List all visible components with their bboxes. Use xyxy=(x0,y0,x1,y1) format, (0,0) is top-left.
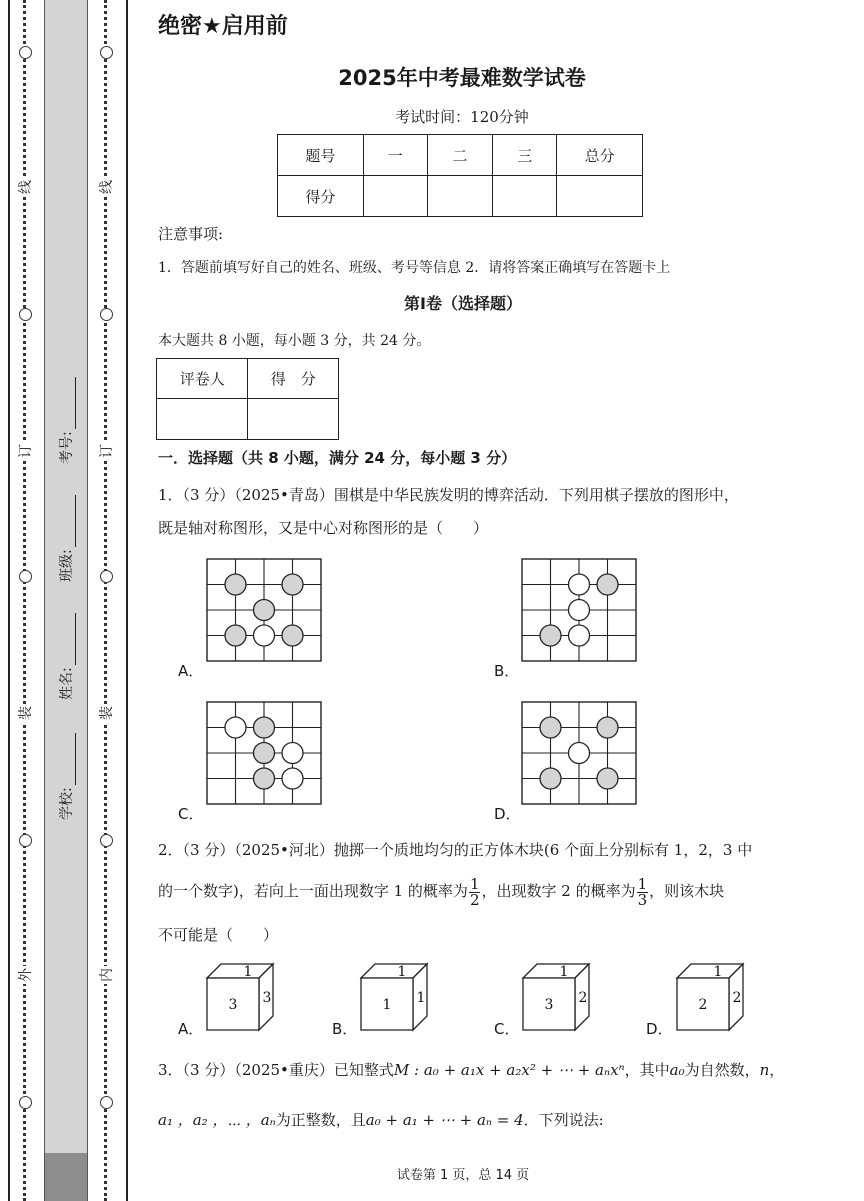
seal-char-inner: 内 xyxy=(99,968,115,982)
q3-stem-line2: a₁ ，a₂ ，⋯ ，aₙ为正整数，且a₀ + a₁ + ⋯ + aₙ = 4．下列说法: xyxy=(158,1111,604,1129)
q3-stem-line1: 3．（3 分）（2025•重庆）已知整式M : a₀ + a₁x + a₂x² + ⋯ + aₙxⁿ，其中a₀为自然数，n， xyxy=(158,1061,785,1079)
seal-char-staple: 装 xyxy=(99,706,115,720)
seal-char-line: 线 xyxy=(18,180,34,194)
white-stone xyxy=(254,625,275,646)
seal-char-staple: 装 xyxy=(18,706,34,720)
q2-option-d-cube[interactable] xyxy=(674,960,754,1034)
score-header-cell: 一 xyxy=(363,135,427,176)
page-left-border xyxy=(8,0,10,1201)
seal-circle xyxy=(100,570,113,583)
cube-top-number: 1 xyxy=(713,964,723,980)
q1-option-a-go-board[interactable] xyxy=(205,557,323,663)
grader-score-cell[interactable] xyxy=(248,399,339,440)
seal-circle xyxy=(19,46,32,59)
q1-option-c-go-board[interactable] xyxy=(205,700,323,806)
cube-side-number: 1 xyxy=(416,990,426,1006)
score-cell[interactable] xyxy=(427,176,493,217)
q1-option-a-label[interactable]: A． xyxy=(178,662,204,680)
q2-text-a: 的一个数字)，若向上一面出现数字 1 的概率为 xyxy=(158,882,468,900)
grader-cell[interactable] xyxy=(157,399,248,440)
q2-text-c: ，则该木块 xyxy=(649,882,725,900)
probability-third: $\frac{1}{3}$ xyxy=(637,874,648,909)
polynomial-expression: M : a₀ + a₁x + a₂x² + ⋯ + aₙxⁿ xyxy=(393,1061,625,1079)
content-left-border xyxy=(126,0,128,1201)
cube-side-number: 2 xyxy=(732,990,742,1006)
q1-option-c-label[interactable]: C． xyxy=(178,805,204,823)
grader-table xyxy=(156,358,339,440)
q1-option-b-label[interactable]: B． xyxy=(494,662,520,680)
page-footer: 试卷第 1 页，总 14 页 xyxy=(396,1168,530,1183)
seal-circle xyxy=(100,46,113,59)
probability-half: $\frac{1}{2}$ xyxy=(469,874,480,909)
exam-title: 2025年中考最难数学试卷 xyxy=(338,66,586,90)
gray-stone xyxy=(282,574,303,595)
q1-option-d-label[interactable]: D． xyxy=(494,805,521,823)
gray-stone xyxy=(254,717,275,738)
seal-char-line: 线 xyxy=(99,180,115,194)
score-row-label: 得分 xyxy=(278,176,364,217)
notes-text: 1．答题前填写好自己的姓名、班级、考号等信息 2．请将答案正确填写在答题卡上 xyxy=(158,260,671,276)
gray-stone xyxy=(282,625,303,646)
q2-option-a-cube[interactable] xyxy=(204,960,284,1034)
inner-seal-column xyxy=(96,0,118,1201)
q1-stem-line1: 1．（3 分）（2025•青岛）围棋是中华民族发明的博弈活动．下列用棋子摆放的图形中， xyxy=(158,486,739,504)
seal-circle xyxy=(100,1096,113,1109)
q2-option-b-label[interactable]: B． xyxy=(332,1020,358,1038)
white-stone xyxy=(569,600,590,621)
q2-option-c-label[interactable]: C． xyxy=(494,1020,520,1038)
score-header: 得 分 xyxy=(248,359,339,399)
q2-stem-line3: 不可能是（ ） xyxy=(158,926,279,944)
gray-stone xyxy=(254,600,275,621)
gray-stone xyxy=(254,743,275,764)
q1-option-d-go-board[interactable] xyxy=(520,700,638,806)
part1-title: 第Ⅰ卷（选择题） xyxy=(404,294,522,313)
q2-stem-line1: 2．（3 分）（2025•河北）抛掷一个质地均匀的正方体木块(6 个面上分别标有 1，2，3 中 xyxy=(158,841,753,859)
score-cell[interactable] xyxy=(363,176,427,217)
white-stone xyxy=(225,717,246,738)
white-stone xyxy=(569,625,590,646)
gray-stone xyxy=(225,574,246,595)
score-table xyxy=(277,134,643,217)
gray-stone xyxy=(225,625,246,646)
seal-circle xyxy=(19,1096,32,1109)
notes-heading: 注意事项: xyxy=(158,225,224,243)
score-header-cell: 题号 xyxy=(278,135,364,176)
seal-circle xyxy=(19,570,32,583)
q2-option-c-cube[interactable] xyxy=(520,960,600,1034)
gray-stone xyxy=(540,625,561,646)
cube-front-number: 3 xyxy=(228,997,238,1013)
cube-front-number: 1 xyxy=(382,997,392,1013)
seal-char-bind: 订 xyxy=(18,444,34,458)
part1-summary: 本大题共 8 小题，每小题 3 分，共 24 分。 xyxy=(158,333,431,349)
cube-front-number: 2 xyxy=(698,997,708,1013)
cube-side-number: 2 xyxy=(578,990,588,1006)
q2-option-d-label[interactable]: D． xyxy=(646,1020,673,1038)
q2-option-b-cube[interactable] xyxy=(358,960,438,1034)
score-cell[interactable] xyxy=(557,176,643,217)
q1-stem-line2: 既是轴对称图形，又是中心对称图形的是（ ） xyxy=(158,519,489,537)
score-header-cell: 总分 xyxy=(557,135,643,176)
grader-header: 评卷人 xyxy=(157,359,248,399)
seal-char-outer: 外 xyxy=(18,968,34,982)
seal-circle xyxy=(100,834,113,847)
cube-top-number: 1 xyxy=(559,964,569,980)
seal-char-bind: 订 xyxy=(99,444,115,458)
score-header-cell: 二 xyxy=(427,135,493,176)
gray-stone xyxy=(254,768,275,789)
q2-text-b: ，出现数字 2 的概率为 xyxy=(481,882,636,900)
cube-side-number: 3 xyxy=(262,990,272,1006)
cube-top-number: 1 xyxy=(243,964,253,980)
cube-top-number: 1 xyxy=(397,964,407,980)
student-info-fields: 学校: 姓名: 班级: 考号: xyxy=(56,330,82,830)
outer-seal-column xyxy=(15,0,37,1201)
white-stone xyxy=(569,574,590,595)
white-stone xyxy=(569,743,590,764)
gray-stone xyxy=(597,717,618,738)
gray-stone xyxy=(597,574,618,595)
gray-stone xyxy=(540,768,561,789)
confidential-label: 绝密★启用前 xyxy=(158,14,288,39)
white-stone xyxy=(282,768,303,789)
q2-option-a-label[interactable]: A． xyxy=(178,1020,204,1038)
sum-equation: a₀ + a₁ + ⋯ + aₙ = 4 xyxy=(365,1111,524,1129)
white-stone xyxy=(282,743,303,764)
gray-stone xyxy=(540,717,561,738)
gray-stone xyxy=(597,768,618,789)
section-heading: 一．选择题（共 8 小题，满分 24 分，每小题 3 分） xyxy=(158,449,517,467)
score-header-cell: 三 xyxy=(493,135,557,176)
q2-stem-line2 xyxy=(158,873,724,909)
score-cell[interactable] xyxy=(493,176,557,217)
cube-front-number: 3 xyxy=(544,997,554,1013)
q1-option-b-go-board[interactable] xyxy=(520,557,638,663)
seal-circle xyxy=(19,834,32,847)
exam-time: 考试时间：120分钟 xyxy=(395,108,529,126)
